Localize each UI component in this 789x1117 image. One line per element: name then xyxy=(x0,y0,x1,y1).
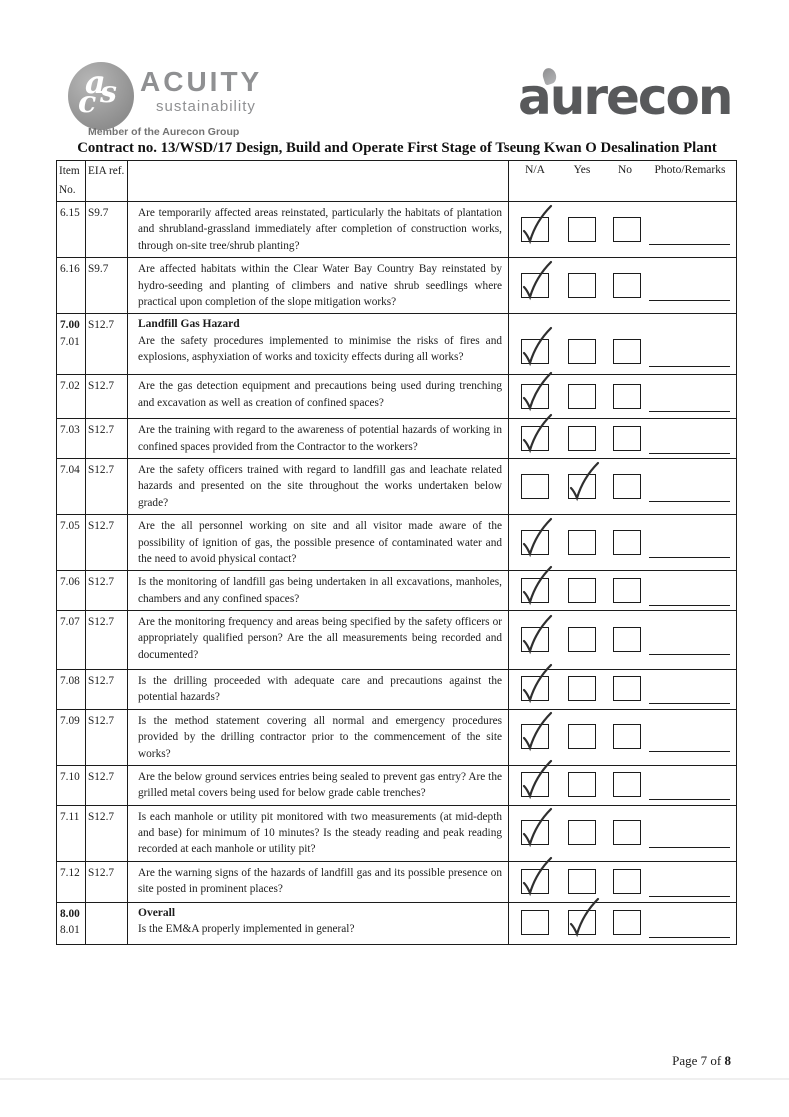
remarks-line xyxy=(649,937,730,938)
checkbox-no xyxy=(613,339,641,364)
question-cell xyxy=(128,862,509,902)
answer-cell xyxy=(509,515,736,570)
checkbox-na xyxy=(521,273,549,298)
remarks-line xyxy=(649,654,730,655)
checkbox-group xyxy=(509,772,736,798)
item-number: 7.04 xyxy=(60,464,80,476)
checklist-table xyxy=(56,160,737,945)
answer-cell xyxy=(509,903,736,944)
question-cell xyxy=(128,419,509,458)
checkmark-icon xyxy=(519,203,555,249)
checkbox-group xyxy=(509,426,736,452)
eia-cell xyxy=(86,459,128,514)
checkbox-no xyxy=(613,474,641,499)
question-text: Are the monitoring frequency and areas being specified by the safety officers or appropriately qualified person? Are the all measurements being recorded and documented? xyxy=(138,616,502,661)
checkmark-icon xyxy=(519,325,555,371)
eia-cell xyxy=(86,611,128,669)
checkmark-icon xyxy=(519,370,555,416)
item-number: 7.06 xyxy=(60,576,80,589)
checkmark-icon xyxy=(566,896,602,942)
remarks-line xyxy=(649,847,730,848)
acuity-subtitle: sustainability xyxy=(156,98,256,115)
checkbox-group xyxy=(509,384,736,410)
item-cell xyxy=(57,806,86,861)
aurecon-wordmark: aurecon xyxy=(518,68,732,126)
question-cell xyxy=(128,375,509,418)
checkmark-icon xyxy=(519,806,555,852)
table-row xyxy=(57,201,736,257)
item-number: 6.16 xyxy=(60,263,80,276)
checkbox-yes xyxy=(568,627,596,652)
item-number: 6.15 xyxy=(60,207,80,219)
checkbox-yes xyxy=(568,724,596,749)
item-number: 7.02 xyxy=(60,380,80,393)
item-cell xyxy=(57,710,86,765)
eia-ref: S12.7 xyxy=(88,714,115,727)
question-text: Are the gas detection equipment and precautions being used during trenching and excavation as well as creation of confined spaces? xyxy=(138,380,502,409)
checkbox-yes xyxy=(568,426,596,451)
checkbox-group xyxy=(509,676,736,702)
header-photo-remarks-label: Photo/Remarks xyxy=(654,164,726,176)
checkbox-yes xyxy=(568,772,596,797)
checkbox-no xyxy=(613,724,641,749)
item-cell xyxy=(57,375,86,418)
checkbox-group xyxy=(509,869,736,895)
table-row xyxy=(57,902,736,944)
item-number-secondary: 7.01 xyxy=(60,335,80,348)
checkbox-no xyxy=(613,910,641,935)
question-text: Is each manhole or utility pit monitored with two measurements (at mid-depth and base) for minimum of 10 minutes? Is the steady reading and peak reading recorded at each manhole or utility pit? xyxy=(138,810,502,856)
answer-cell xyxy=(509,710,736,765)
checkmark-icon xyxy=(519,259,555,305)
checkbox-group xyxy=(509,530,736,556)
table-row xyxy=(57,805,736,861)
checkbox-na xyxy=(521,676,549,701)
checkbox-yes xyxy=(568,474,596,499)
checkbox-na xyxy=(521,724,549,749)
eia-cell xyxy=(86,419,128,458)
scan-artifact xyxy=(0,1078,789,1080)
remarks-line xyxy=(649,557,730,558)
question-cell xyxy=(128,515,509,570)
eia-cell xyxy=(86,258,128,313)
eia-ref: S12.7 xyxy=(88,770,115,783)
header-eia-ref xyxy=(86,161,128,201)
checkbox-yes xyxy=(568,384,596,409)
question-cell xyxy=(128,903,509,944)
acuity-member-text: Member of the Aurecon Group xyxy=(88,126,240,138)
table-row xyxy=(57,313,736,374)
checkbox-yes xyxy=(568,910,596,935)
item-cell xyxy=(57,766,86,805)
item-cell xyxy=(57,459,86,514)
answer-cell xyxy=(509,670,736,709)
item-number: 7.05 xyxy=(60,520,80,533)
eia-cell xyxy=(86,903,128,944)
question-cell xyxy=(128,806,509,861)
eia-cell xyxy=(86,862,128,902)
eia-cell xyxy=(86,314,128,374)
answer-cell xyxy=(509,314,736,374)
eia-ref: S12.7 xyxy=(88,520,115,533)
aurecon-logo xyxy=(518,64,738,130)
eia-ref: S9.7 xyxy=(88,207,109,219)
item-number-secondary: 8.01 xyxy=(60,924,80,937)
item-cell xyxy=(57,202,86,257)
item-cell xyxy=(57,611,86,669)
question-text: Are the all personnel working on site and all visitor made aware of the possibility of ignition of gas, the possible presence of contaminated water and the need to avoid physical contact? xyxy=(138,520,502,565)
eia-ref: S12.7 xyxy=(88,616,115,628)
question-text: Are the safety procedures implemented to minimise the risks of fires and explosions, asphyxiation of works and toxicity effects during all works? xyxy=(138,334,502,364)
eia-ref: S12.7 xyxy=(88,380,115,393)
checkbox-no xyxy=(613,676,641,701)
page-number xyxy=(672,1053,731,1069)
eia-cell xyxy=(86,571,128,610)
header-item-label: Item xyxy=(59,165,80,177)
item-number: 7.07 xyxy=(60,616,80,628)
checkmark-icon xyxy=(566,460,602,506)
eia-ref: S12.7 xyxy=(88,424,115,437)
checkmark-icon xyxy=(519,758,555,804)
checkbox-na xyxy=(521,339,549,364)
eia-ref: S12.7 xyxy=(88,576,115,589)
question-text: Are the warning signs of the hazards of landfill gas and its possible presence on site posted in prominent places? xyxy=(138,866,502,896)
item-number: 7.11 xyxy=(60,810,80,823)
acuity-monogram-icon xyxy=(68,62,134,130)
acuity-wordmark: ACUITY xyxy=(140,66,263,97)
checkbox-group xyxy=(509,724,736,750)
table-rows xyxy=(57,201,736,944)
checkbox-yes xyxy=(568,530,596,555)
checkbox-yes xyxy=(568,217,596,242)
item-number: 8.00 xyxy=(60,907,80,920)
acuity-logo xyxy=(68,60,308,140)
remarks-line xyxy=(649,605,730,606)
page-number-total: 8 xyxy=(724,1053,731,1068)
eia-cell xyxy=(86,375,128,418)
table-header-row xyxy=(57,161,736,201)
table-row xyxy=(57,458,736,514)
checkbox-yes xyxy=(568,869,596,894)
item-number: 7.08 xyxy=(60,675,80,687)
checkbox-no xyxy=(613,820,641,845)
item-cell xyxy=(57,571,86,610)
checkbox-yes xyxy=(568,578,596,603)
question-text: Is the EM&A properly implemented in general? xyxy=(138,923,355,936)
monogram-letter-s: s xyxy=(100,75,117,110)
question-cell xyxy=(128,710,509,765)
checkbox-no xyxy=(613,384,641,409)
checkmark-icon xyxy=(519,855,555,901)
checkbox-na xyxy=(521,910,549,935)
question-cell xyxy=(128,571,509,610)
question-cell xyxy=(128,314,509,374)
checkbox-na xyxy=(521,627,549,652)
item-cell xyxy=(57,903,86,944)
question-text: Are affected habitats within the Clear Water Bay Country Bay reinstated by hydro-seeding and planting of climbers and native shrub seedlings where practical upon completion of the slope mitigation works? xyxy=(138,263,502,308)
question-cell xyxy=(128,611,509,669)
item-cell xyxy=(57,314,86,374)
remarks-line xyxy=(649,244,730,245)
table-row xyxy=(57,709,736,765)
contract-title: Contract no. 13/WSD/17 Design, Build and Operate First Stage of Tseung Kwan O Desalination Plant xyxy=(77,140,717,156)
table-row xyxy=(57,669,736,709)
table-row xyxy=(57,765,736,805)
section-title: Overall xyxy=(138,906,176,919)
checkmark-icon xyxy=(519,710,555,756)
checkbox-na xyxy=(521,217,549,242)
eia-cell xyxy=(86,806,128,861)
eia-cell xyxy=(86,710,128,765)
answer-cell xyxy=(509,862,736,902)
answer-cell xyxy=(509,202,736,257)
checkbox-na xyxy=(521,426,549,451)
remarks-line xyxy=(649,453,730,454)
checkbox-no xyxy=(613,426,641,451)
checkbox-yes xyxy=(568,339,596,364)
table-row xyxy=(57,570,736,610)
checkmark-icon xyxy=(519,412,555,458)
eia-ref: S12.7 xyxy=(88,464,115,476)
monogram-letter-a: a xyxy=(85,63,106,101)
checkbox-group xyxy=(509,627,736,653)
checkbox-no xyxy=(613,772,641,797)
answer-cell xyxy=(509,459,736,514)
checkbox-na xyxy=(521,384,549,409)
page-number-text: Page 7 of xyxy=(672,1053,722,1068)
item-cell xyxy=(57,419,86,458)
checkbox-group xyxy=(509,578,736,604)
eia-cell xyxy=(86,202,128,257)
remarks-line xyxy=(649,411,730,412)
question-text: Is the drilling proceeded with adequate care and precautions against the potential hazards? xyxy=(138,675,502,704)
answer-cell xyxy=(509,806,736,861)
checkbox-group xyxy=(509,339,736,365)
checkmark-icon xyxy=(519,613,555,659)
item-cell xyxy=(57,258,86,313)
remarks-line xyxy=(649,366,730,367)
answer-cell xyxy=(509,611,736,669)
eia-ref: S12.7 xyxy=(88,675,115,687)
header-item-no xyxy=(57,161,86,201)
checkbox-yes xyxy=(568,676,596,701)
eia-cell xyxy=(86,766,128,805)
question-cell xyxy=(128,459,509,514)
answer-cell xyxy=(509,258,736,313)
question-text: Are the below ground services entries being sealed to prevent gas entry? Are the grilled metal covers being used for below grade cable trenches? xyxy=(138,770,502,800)
question-text: Is the monitoring of landfill gas being undertaken in all excavations, manholes, chambers and any confined spaces? xyxy=(138,576,502,605)
item-number: 7.10 xyxy=(60,770,80,783)
checkbox-na xyxy=(521,772,549,797)
checkbox-group xyxy=(509,217,736,243)
checkbox-na xyxy=(521,869,549,894)
eia-ref: S12.7 xyxy=(88,810,115,823)
item-cell xyxy=(57,670,86,709)
table-row xyxy=(57,861,736,902)
checkbox-no xyxy=(613,217,641,242)
question-cell xyxy=(128,670,509,709)
item-cell xyxy=(57,515,86,570)
question-cell xyxy=(128,766,509,805)
table-row xyxy=(57,374,736,418)
table-row xyxy=(57,514,736,570)
eia-ref: S12.7 xyxy=(88,319,115,332)
checkbox-no xyxy=(613,869,641,894)
checkbox-na xyxy=(521,530,549,555)
remarks-line xyxy=(649,799,730,800)
question-text: Are the training with regard to the awareness of potential hazards of working in confined spaces provided from the Contractor to the workers? xyxy=(138,424,502,453)
question-text: Is the method statement covering all normal and emergency procedures provided by the drilling contractor prior to the commencement of the site works? xyxy=(138,714,502,760)
checkbox-yes xyxy=(568,820,596,845)
question-cell xyxy=(128,258,509,313)
answer-cell xyxy=(509,375,736,418)
checkbox-yes xyxy=(568,273,596,298)
header-no-column-label: No xyxy=(617,164,633,176)
item-number: 7.00 xyxy=(60,319,80,332)
checkbox-no xyxy=(613,627,641,652)
question-text: Are temporarily affected areas reinstated, particularly the habitats of plantation and shrubland-grassland immediately after completion of construction works, through on-site tree/shrub planting? xyxy=(138,207,502,252)
question-cell xyxy=(128,202,509,257)
checkmark-icon xyxy=(519,564,555,610)
remarks-line xyxy=(649,896,730,897)
monogram-letter-c: c xyxy=(78,85,97,120)
header-eia-label: EIA ref. xyxy=(88,165,125,177)
checkbox-no xyxy=(613,273,641,298)
table-row xyxy=(57,418,736,458)
item-number: 7.12 xyxy=(60,866,80,879)
table-row xyxy=(57,610,736,669)
checkmark-icon xyxy=(519,662,555,708)
eia-ref: S9.7 xyxy=(88,263,109,276)
section-title: Landfill Gas Hazard xyxy=(138,318,240,331)
header-question-cell xyxy=(128,161,509,201)
checkmark-icon xyxy=(519,516,555,562)
checkbox-na xyxy=(521,474,549,499)
eia-cell xyxy=(86,515,128,570)
answer-cell xyxy=(509,766,736,805)
checkbox-group xyxy=(509,820,736,846)
header-yes-label: Yes xyxy=(573,164,591,176)
checkbox-na xyxy=(521,578,549,603)
item-number: 7.03 xyxy=(60,424,80,437)
answer-cell xyxy=(509,419,736,458)
checkbox-group xyxy=(509,474,736,500)
checkbox-na xyxy=(521,820,549,845)
checkbox-no xyxy=(613,530,641,555)
item-cell xyxy=(57,862,86,902)
eia-ref: S12.7 xyxy=(88,866,115,879)
header-answer-cell xyxy=(509,161,736,201)
table-row xyxy=(57,257,736,313)
remarks-line xyxy=(649,751,730,752)
remarks-line xyxy=(649,300,730,301)
question-text: Are the safety officers trained with regard to landfill gas and leachate related hazards and presented on the site throughout the works undertaken below grade? xyxy=(138,464,502,509)
header-no-label: No. xyxy=(59,183,76,196)
header-na-label: N/A xyxy=(525,164,545,176)
checkbox-group xyxy=(509,273,736,299)
answer-cell xyxy=(509,571,736,610)
checkbox-no xyxy=(613,578,641,603)
item-number: 7.09 xyxy=(60,714,80,727)
eia-cell xyxy=(86,670,128,709)
remarks-line xyxy=(649,501,730,502)
remarks-line xyxy=(649,703,730,704)
checkbox-group xyxy=(509,910,736,936)
